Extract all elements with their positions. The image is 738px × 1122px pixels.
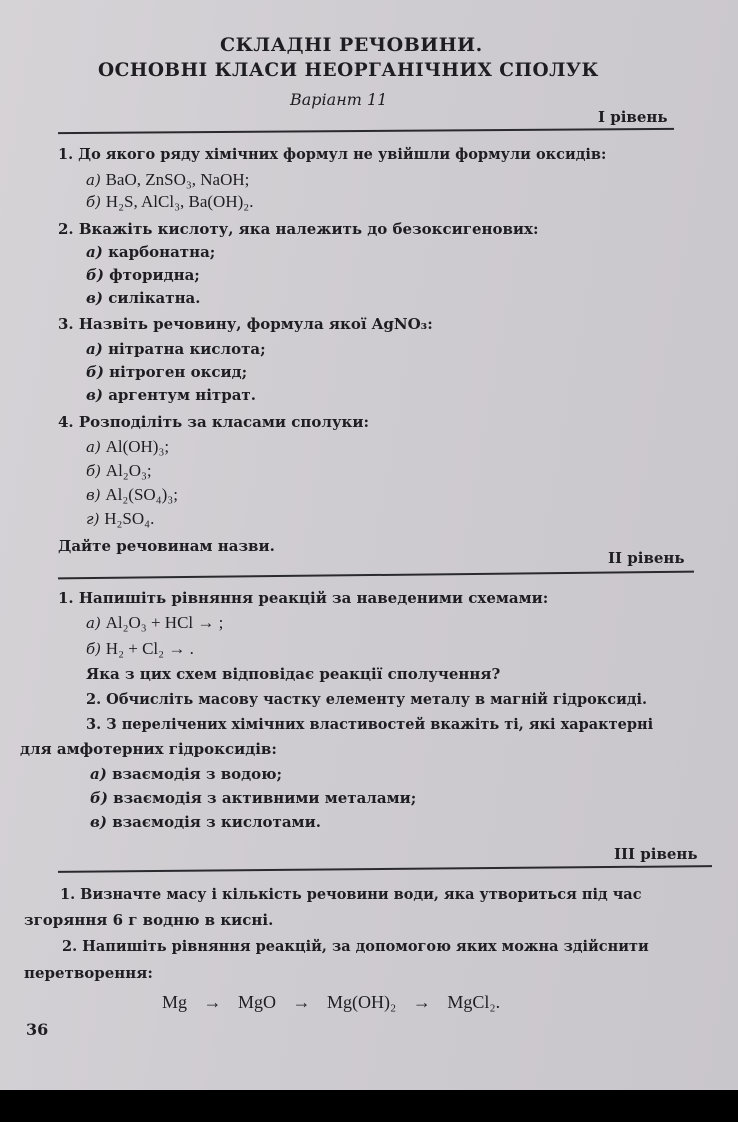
page-number: 36	[26, 1020, 49, 1039]
option-letter: б)	[86, 266, 104, 284]
option-letter: а)	[90, 765, 107, 783]
option-text: Al₂O₃ + HCl → ;	[105, 613, 224, 632]
l1-q3-option-a	[86, 340, 266, 358]
l1-q1-option-a	[86, 170, 249, 190]
option-letter: б)	[90, 789, 108, 807]
l2-q1-option-b	[86, 639, 194, 659]
option-text: взаємодія з водою;	[112, 765, 283, 783]
l3-q1-line1: 1. Визначте масу і кількість речовини води, яка утвориться під час	[60, 886, 642, 903]
l1-q3-text: 3. Назвіть речовину, формула якої AgNO₃:	[58, 315, 433, 333]
option-letter: б)	[86, 363, 104, 381]
chain-step: Mg(OH)₂	[327, 992, 397, 1012]
l2-q1-text: 1. Напишіть рівняння реакцій за наведеними схемами:	[58, 589, 549, 607]
l1-q1-text: 1. До якого ряду хімічних формул не увійшли формули оксидів:	[58, 146, 607, 163]
l1-q4-footer: Дайте речовинам назви.	[58, 537, 275, 555]
arrow-icon: →	[203, 992, 222, 1012]
option-text: Al₂(SO₄)₃;	[105, 485, 178, 504]
l1-q4-option-c	[86, 485, 178, 505]
level-2-label: ІІ рівень	[608, 549, 685, 567]
chain-step: MgCl₂.	[447, 992, 501, 1012]
level-3-label: ІІІ рівень	[614, 845, 698, 863]
l2-q3-text-line2: для амфотерних гідроксидів:	[20, 740, 277, 758]
option-letter: б)	[86, 462, 102, 480]
arrow-icon: →	[292, 992, 311, 1012]
option-letter: г)	[86, 510, 100, 528]
option-text: фторидна;	[109, 266, 200, 284]
option-text: аргентум нітрат.	[108, 386, 256, 404]
level-1-rule	[58, 128, 674, 134]
l1-q1-option-b	[86, 192, 253, 212]
l1-q2-option-c	[86, 289, 201, 307]
l1-q4-option-d	[86, 509, 154, 529]
l2-q2-text: 2. Обчисліть масову частку елементу металу в магній гідроксиді.	[86, 691, 648, 708]
option-text: нітроген оксид;	[109, 363, 248, 381]
option-letter: в)	[86, 486, 101, 504]
option-letter: б)	[86, 193, 102, 211]
option-letter: в)	[86, 386, 103, 404]
l2-q1-footer: Яка з цих схем відповідає реакції сполучення?	[86, 665, 501, 683]
l2-q3-option-a	[90, 765, 282, 783]
option-letter: а)	[86, 438, 101, 456]
l1-q2-option-b	[86, 266, 200, 284]
option-text: Al₂O₃;	[105, 461, 152, 480]
variant-label: Варіант 11	[290, 90, 388, 109]
l3-q1-line2: згоряння 6 г водню в кисні.	[24, 911, 274, 929]
option-text: взаємодія з кислотами.	[112, 813, 321, 831]
level-1-label: І рівень	[598, 108, 668, 126]
option-text: H₂ + Cl₂ → .	[105, 639, 194, 658]
title-line-2: ОСНОВНІ КЛАСИ НЕОРГАНІЧНИХ СПОЛУК	[98, 60, 599, 81]
l1-q4-text: 4. Розподіліть за класами сполуки:	[58, 413, 370, 431]
l1-q3-option-c	[86, 386, 256, 404]
option-letter: а)	[86, 171, 101, 189]
l1-q4-option-b	[86, 461, 152, 481]
level-2-rule	[58, 571, 694, 580]
option-letter: а)	[86, 243, 103, 261]
option-text: Al(OH)₃;	[105, 437, 170, 456]
l1-q2-text: 2. Вкажіть кислоту, яка належить до безоксигенових:	[58, 220, 539, 238]
l1-q3-option-b	[86, 363, 247, 381]
option-text: H₂SO₄.	[104, 509, 155, 528]
option-text: силікатна.	[108, 289, 201, 307]
option-letter: а)	[86, 340, 103, 358]
l1-q2-option-a	[86, 243, 215, 261]
l2-q3-option-b	[90, 789, 416, 807]
chain-step: Mg	[162, 992, 188, 1012]
option-letter: в)	[90, 813, 107, 831]
transformation-chain	[162, 992, 500, 1013]
option-text: карбонатна;	[108, 243, 216, 261]
option-text: BaO, ZnSO₃, NaOH;	[105, 170, 250, 189]
l2-q1-option-a	[86, 613, 223, 633]
option-text: взаємодія з активними металами;	[113, 789, 417, 807]
l2-q3-text-line1: 3. З перелічених хімічних властивостей вкажіть ті, які характерні	[86, 716, 654, 733]
level-3-rule	[58, 865, 712, 873]
option-letter: а)	[86, 614, 101, 632]
option-text: H₂S, AlCl₃, Ba(OH)₂.	[105, 192, 254, 211]
chain-step: MgO	[238, 992, 277, 1012]
option-letter: в)	[86, 289, 103, 307]
l1-q4-option-a	[86, 437, 169, 457]
arrow-icon: →	[412, 992, 431, 1012]
option-text: нітратна кислота;	[108, 340, 266, 358]
option-letter: б)	[86, 640, 102, 658]
l3-q2-line1: 2. Напишіть рівняння реакцій, за допомогою яких можна здійснити	[62, 938, 649, 955]
l2-q3-option-c	[90, 813, 321, 831]
title-line-1: СКЛАДНІ РЕЧОВИНИ.	[220, 34, 483, 56]
l3-q2-line2: перетворення:	[24, 964, 153, 982]
